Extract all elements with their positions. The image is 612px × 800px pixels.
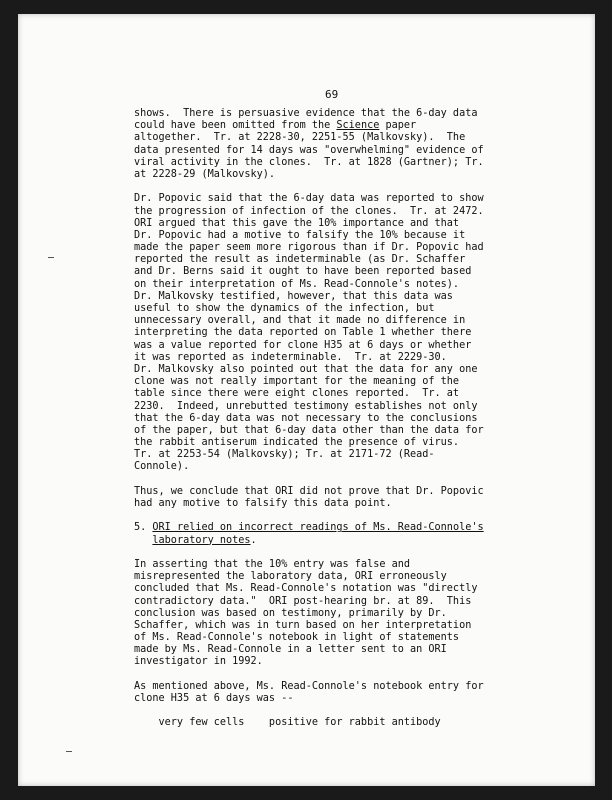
paragraph-gap (134, 181, 546, 193)
text-line: conclusion was based on testimony, primarily by Dr. (134, 607, 447, 619)
text-line: contradictory data." ORI post-hearing br. at 89. This (134, 595, 472, 607)
text-line: 2230. Indeed, unrebutted testimony establishes not only (134, 400, 478, 412)
text-line: useful to show the dynamics of the infection, but (134, 303, 435, 314)
text-line: clone was not really important for the meaning of the (134, 376, 460, 388)
paragraph-gap (134, 669, 546, 681)
page-number: 69 (325, 88, 339, 101)
text-line: interpreting the data reported on Table 1 whether there (134, 327, 472, 339)
text-line: 5. ORI relied on incorrect readings of Ms. Read-Connole's (134, 522, 484, 534)
text-line: clone H35 at 6 days was -- (134, 693, 294, 704)
text-line: at 2228-29 (Malkovsky). (134, 168, 276, 180)
text-line: Dr. Malkovsky testified, however, that this data was (134, 290, 453, 302)
text-line: Connole). (134, 461, 190, 473)
paragraph-gap (134, 547, 546, 559)
text-line: ORI argued that this gave the 10% importance and that (134, 217, 460, 229)
underlined-text: ORI relied on incorrect readings of Ms. Read-Connole's (152, 522, 484, 534)
text-line: data presented for 14 days was "overwhelming" evidence of (134, 144, 484, 156)
text-line: made by Ms. Read-Connole in a letter sent to an ORI (134, 644, 447, 656)
text-line: the rabbit antiserum indicated the presence of virus. (134, 437, 460, 449)
text-line: unnecessary overall, and that it made no difference in (134, 315, 466, 327)
text-line: Dr. Popovic had a motive to falsify the 10% because it (134, 229, 466, 241)
underlined-text: laboratory notes (152, 534, 251, 546)
text-line: that the 6-day data was not necessary to the conclusions (134, 412, 478, 424)
text-line: shows. There is persuasive evidence that the 6-day data (134, 108, 478, 119)
text-line: Schaffer, which was in turn based on her interpretation (134, 619, 472, 631)
text-line: misrepresented the laboratory data, ORI erroneously (134, 571, 447, 583)
document-page (18, 14, 595, 786)
text-line: Dr. Malkovsky also pointed out that the data for any one (134, 363, 478, 375)
text-line: viral activity in the clones. Tr. at 1828 (Gartner); Tr. (134, 156, 484, 168)
text-line: it was reported as indeterminable. Tr. at 2229-30. (134, 351, 447, 363)
text-line: made the paper seem more rigorous than if Dr. Popovic had (134, 242, 484, 254)
text-line: reported the result as indeterminable (as Dr. Schaffer (134, 254, 466, 266)
text-line: concluded that Ms. Read-Connole's notation was "directly (134, 583, 478, 595)
text-line: As mentioned above, Ms. Read-Connole's notebook entry for (134, 680, 484, 692)
margin-mark (66, 751, 72, 752)
text-line: and Dr. Berns said it ought to have been reported based (134, 266, 472, 278)
text-line: investigator in 1992. (134, 656, 263, 668)
document-body (134, 108, 546, 730)
text-line: Dr. Popovic said that the 6-day data was reported to show (134, 193, 484, 205)
text-line: Tr. at 2253-54 (Malkovsky); Tr. at 2171-72 (Read- (134, 449, 435, 461)
underlined-text: Science (336, 120, 380, 132)
text-line: could have been omitted from the Science paper (134, 120, 417, 132)
text-line: had any motive to falsify this data point. (134, 498, 392, 509)
text-line: altogether. Tr. at 2228-30, 2251-55 (Malkovsky). The (134, 132, 466, 144)
paragraph-gap (134, 510, 546, 522)
text-line: Thus, we conclude that ORI did not prove that Dr. Popovic (134, 485, 484, 497)
text-line: the progression of infection of the clones. Tr. at 2472. (134, 205, 484, 217)
text-line: on their interpretation of Ms. Read-Connole's notes). (134, 278, 460, 290)
paragraph-gap (134, 705, 546, 717)
paragraph-gap (134, 474, 546, 486)
text-line: of Ms. Read-Connole's notebook in light of statements (134, 632, 460, 644)
text-line: laboratory notes. (152, 534, 257, 546)
text-line: of the paper, but that 6-day data other than the data for (134, 424, 484, 436)
text-line: In asserting that the 10% entry was false and (134, 558, 411, 570)
text-line: was a value reported for clone H35 at 6 days or whether (134, 339, 472, 351)
text-line: table since there were eight clones reported. Tr. at (134, 388, 460, 400)
text-line: very few cells positive for rabbit antibody (134, 717, 441, 729)
margin-mark (48, 257, 54, 258)
